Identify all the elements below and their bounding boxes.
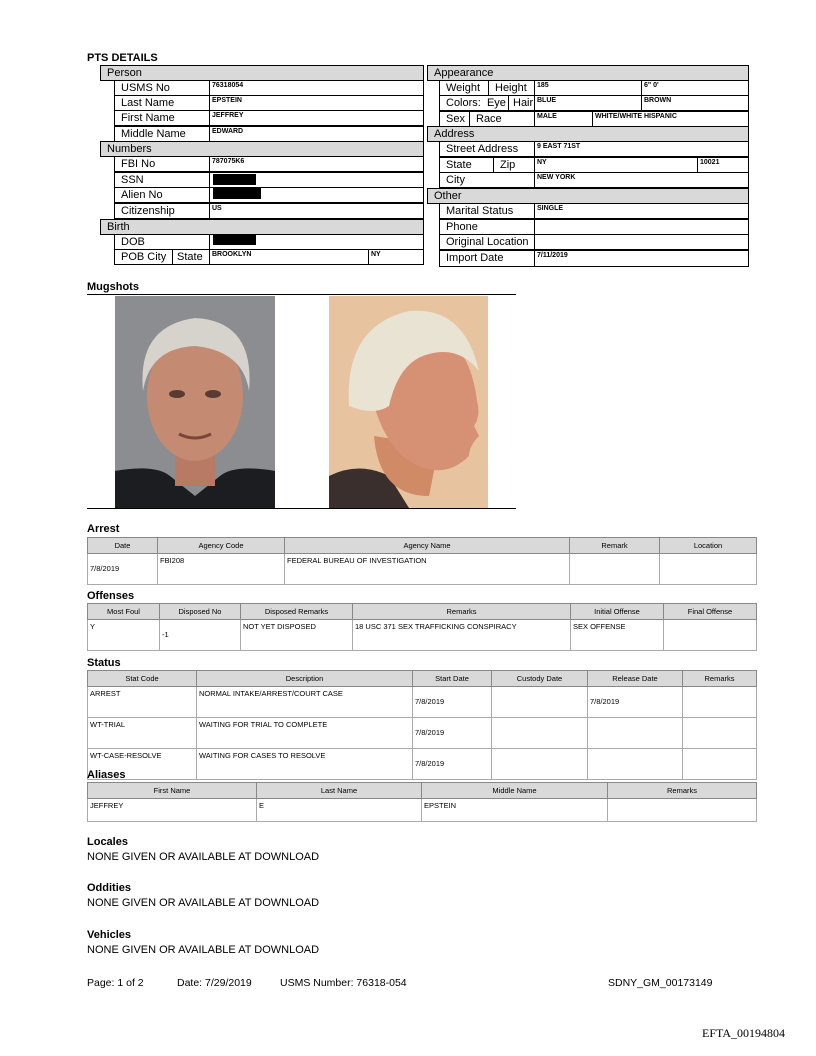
- middle-name-value: EDWARD: [209, 126, 424, 142]
- addr-state-value: NY: [534, 157, 698, 173]
- status-col-release-date: Release Date: [588, 671, 683, 687]
- birth-header: Birth: [100, 219, 424, 235]
- other-header: Other: [427, 188, 749, 204]
- orig-location-value: [534, 234, 749, 250]
- race-value: WHITE/WHITE HISPANIC: [592, 111, 749, 127]
- footer-page: Page: 1 of 2: [87, 977, 144, 989]
- offenses-col-most-foul: Most Foul: [88, 604, 160, 620]
- mugshots-rule-top: [87, 294, 516, 295]
- alias-middle-name-cell: EPSTEIN: [422, 799, 608, 822]
- pob-state-label: State: [172, 249, 210, 265]
- colors-label: [439, 95, 509, 111]
- arrest-col-date: Date: [88, 538, 158, 554]
- offense-remarks-cell: 18 USC 371 SEX TRAFFICKING CONSPIRACY: [353, 620, 571, 651]
- aliases-col-remarks: Remarks: [608, 783, 757, 799]
- offenses-header-row: [88, 604, 757, 620]
- pob-city-value: BROOKLYN: [209, 249, 369, 265]
- arrest-date-cell: 7/8/2019: [88, 554, 158, 585]
- status-col-description: Description: [197, 671, 413, 687]
- table-row: [88, 554, 757, 585]
- ssn-label: SSN: [114, 172, 210, 188]
- status-custody-date-cell: [492, 718, 588, 749]
- offenses-col-disposed-remarks: Disposed Remarks: [241, 604, 353, 620]
- addr-state-label: State: [439, 157, 494, 173]
- numbers-header: Numbers: [100, 141, 424, 157]
- first-name-label: First Name: [114, 110, 210, 126]
- locales-text: NONE GIVEN OR AVAILABLE AT DOWNLOAD: [87, 851, 320, 863]
- pob-city-label: POB City: [114, 249, 173, 265]
- import-date-label: Import Date: [439, 250, 535, 267]
- citizenship-value: US: [209, 203, 424, 219]
- last-name-label: Last Name: [114, 95, 210, 111]
- vehicles-text: NONE GIVEN OR AVAILABLE AT DOWNLOAD: [87, 944, 320, 956]
- alien-redaction: [213, 188, 261, 199]
- offense-disposed-no-cell: -1: [160, 620, 241, 651]
- first-name-value: JEFFREY: [209, 110, 424, 126]
- mugshot-profile-photo: [329, 296, 488, 508]
- import-date-value: 7/11/2019: [534, 250, 749, 267]
- status-remarks-cell: [683, 718, 757, 749]
- table-row: [88, 687, 757, 718]
- aliases-col-last-name: Last Name: [257, 783, 422, 799]
- status-col-start-date: Start Date: [413, 671, 492, 687]
- hair-value: BROWN: [641, 95, 749, 111]
- offense-disposed-remarks-cell: NOT YET DISPOSED: [241, 620, 353, 651]
- offenses-col-final: Final Offense: [664, 604, 757, 620]
- usms-label: USMS No: [114, 80, 210, 96]
- orig-location-label: Original Location: [439, 234, 535, 250]
- status-release-date-cell: 7/8/2019: [588, 687, 683, 718]
- appearance-header: Appearance: [427, 65, 749, 81]
- eye-label: Eye: [486, 97, 506, 109]
- status-table: [87, 670, 757, 780]
- aliases-table: [87, 782, 757, 822]
- marital-label: Marital Status: [439, 203, 535, 219]
- marital-value: SINGLE: [534, 203, 749, 219]
- aliases-title: Aliases: [87, 769, 126, 781]
- status-col-stat-code: Stat Code: [88, 671, 197, 687]
- arrest-col-location: Location: [660, 538, 757, 554]
- phone-label: Phone: [439, 219, 535, 235]
- offenses-col-disposed-no: Disposed No: [160, 604, 241, 620]
- offenses-col-initial: Initial Offense: [571, 604, 664, 620]
- offenses-table: [87, 603, 757, 651]
- table-row: [88, 749, 757, 780]
- offenses-title: Offenses: [87, 590, 135, 602]
- footer-usms-number: USMS Number: 76318-054: [280, 977, 407, 989]
- oddities-title: Oddities: [87, 882, 132, 894]
- locales-title: Locales: [87, 836, 128, 848]
- height-value: 6" 0': [641, 80, 749, 96]
- mugshot-front-photo: [115, 296, 275, 508]
- eye-value: BLUE: [534, 95, 642, 111]
- status-title: Status: [87, 657, 121, 669]
- sex-value: MALE: [534, 111, 593, 127]
- footer-date: Date: 7/29/2019: [177, 977, 252, 989]
- street-label: Street Address: [439, 141, 535, 157]
- arrest-remark-cell: [570, 554, 660, 585]
- hair-label: Hair: [508, 95, 535, 111]
- pob-state-value: NY: [368, 249, 424, 265]
- citizenship-label: Citizenship: [114, 203, 210, 219]
- alien-label: Alien No: [114, 187, 210, 203]
- status-description-cell: WAITING FOR TRIAL TO COMPLETE: [197, 718, 413, 749]
- arrest-agency-code-cell: FBI208: [158, 554, 285, 585]
- dob-redaction: [213, 235, 256, 245]
- status-remarks-cell: [683, 687, 757, 718]
- status-start-date-cell: 7/8/2019: [413, 749, 492, 780]
- pts-title: PTS DETAILS: [87, 52, 158, 64]
- city-value: NEW YORK: [534, 172, 749, 188]
- mugshots-rule-bottom: [87, 508, 516, 509]
- status-stat-code-cell: WT-CASE-RESOLVE: [88, 749, 197, 780]
- alias-last-name-cell: E: [257, 799, 422, 822]
- middle-name-label: Middle Name: [114, 126, 210, 142]
- person-header: Person: [100, 65, 424, 81]
- status-header-row: [88, 671, 757, 687]
- arrest-header-row: [88, 538, 757, 554]
- arrest-title: Arrest: [87, 523, 120, 535]
- street-value: 9 EAST 71ST: [534, 141, 749, 157]
- race-label: Race: [469, 111, 535, 127]
- status-stat-code-cell: ARREST: [88, 687, 197, 718]
- arrest-col-remark: Remark: [570, 538, 660, 554]
- aliases-header-row: [88, 783, 757, 799]
- aliases-col-first-name: First Name: [88, 783, 257, 799]
- table-row: [88, 620, 757, 651]
- status-start-date-cell: 7/8/2019: [413, 687, 492, 718]
- table-row: [88, 718, 757, 749]
- zip-label: Zip: [493, 157, 535, 173]
- vehicles-title: Vehicles: [87, 929, 132, 941]
- mugshots-title: Mugshots: [87, 281, 139, 293]
- alias-first-name-cell: JEFFREY: [88, 799, 257, 822]
- footer-bates-number: SDNY_GM_00173149: [608, 977, 713, 989]
- arrest-agency-name-cell: FEDERAL BUREAU OF INVESTIGATION: [285, 554, 570, 585]
- arrest-location-cell: [660, 554, 757, 585]
- address-header: Address: [427, 126, 749, 142]
- alias-remarks-cell: [608, 799, 757, 822]
- phone-value: [534, 219, 749, 235]
- sex-label: Sex: [439, 111, 470, 127]
- offense-most-foul-cell: Y: [88, 620, 160, 651]
- table-row: [88, 799, 757, 822]
- offenses-col-remarks: Remarks: [353, 604, 571, 620]
- status-col-remarks: Remarks: [683, 671, 757, 687]
- offense-initial-cell: SEX OFFENSE: [571, 620, 664, 651]
- dob-label: DOB: [114, 234, 210, 250]
- arrest-table: [87, 537, 757, 585]
- status-description-cell: WAITING FOR CASES TO RESOLVE: [197, 749, 413, 780]
- last-name-value: EPSTEIN: [209, 95, 424, 111]
- weight-value: 185: [534, 80, 642, 96]
- status-custody-date-cell: [492, 687, 588, 718]
- zip-value: 10021: [697, 157, 749, 173]
- status-custody-date-cell: [492, 749, 588, 780]
- status-start-date-cell: 7/8/2019: [413, 718, 492, 749]
- aliases-col-middle-name: Middle Name: [422, 783, 608, 799]
- status-col-custody-date: Custody Date: [492, 671, 588, 687]
- status-remarks-cell: [683, 749, 757, 780]
- fbi-label: FBI No: [114, 156, 210, 172]
- status-release-date-cell: [588, 718, 683, 749]
- oddities-text: NONE GIVEN OR AVAILABLE AT DOWNLOAD: [87, 897, 320, 909]
- colors-text: Colors:: [446, 97, 481, 109]
- status-stat-code-cell: WT-TRIAL: [88, 718, 197, 749]
- city-label: City: [439, 172, 535, 188]
- fbi-value: 787075K6: [209, 156, 424, 172]
- status-release-date-cell: [588, 749, 683, 780]
- arrest-col-agency-name: Agency Name: [285, 538, 570, 554]
- ssn-redaction: [213, 174, 256, 185]
- usms-value: 76318054: [209, 80, 424, 96]
- height-label: Height: [488, 80, 535, 96]
- efta-stamp: EFTA_00194804: [702, 1026, 786, 1040]
- status-description-cell: NORMAL INTAKE/ARREST/COURT CASE: [197, 687, 413, 718]
- offense-final-cell: [664, 620, 757, 651]
- arrest-col-agency-code: Agency Code: [158, 538, 285, 554]
- weight-label: Weight: [439, 80, 489, 96]
